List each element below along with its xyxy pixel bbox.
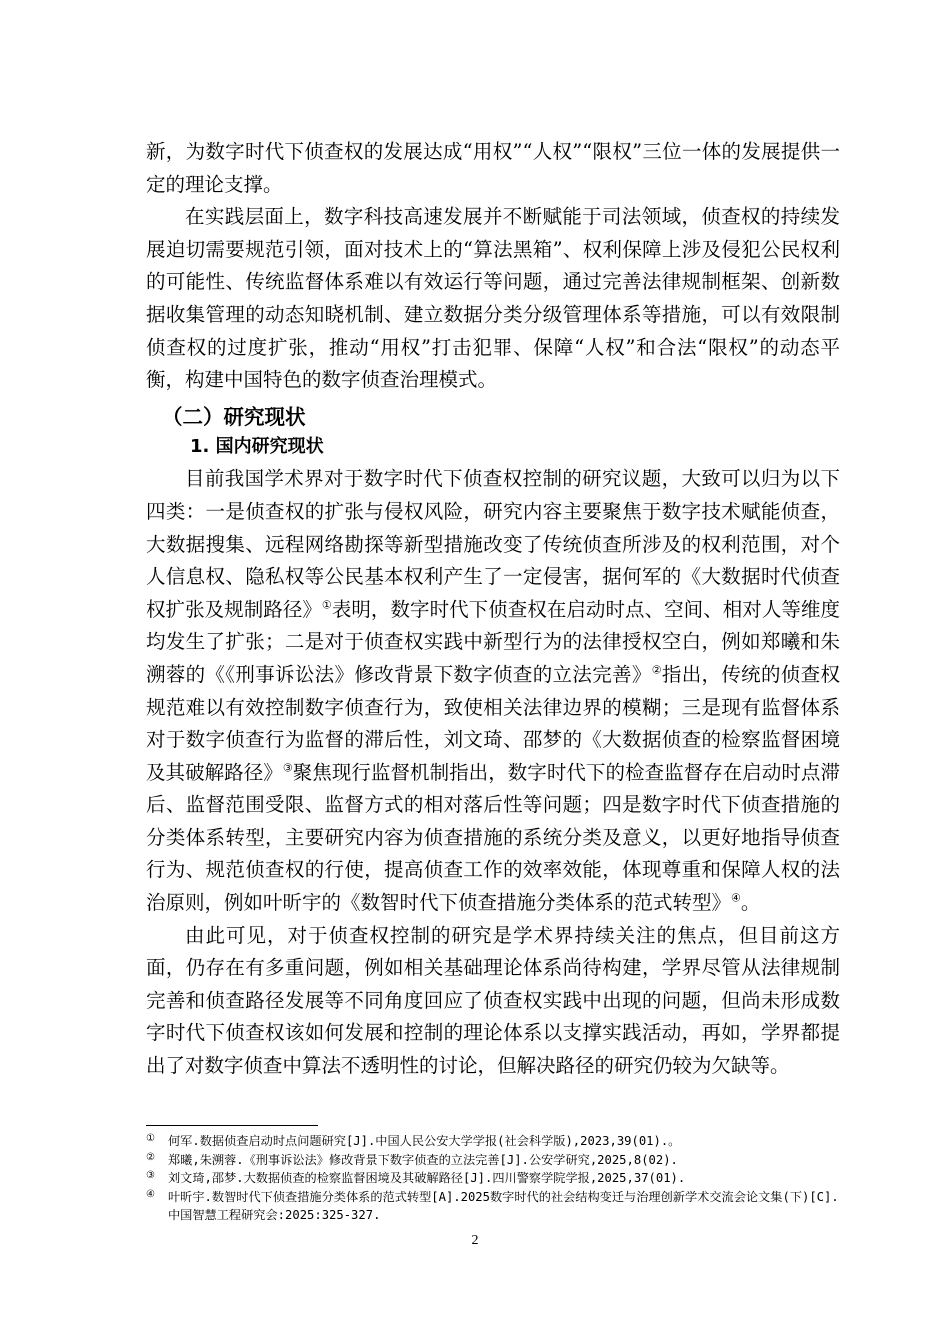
paragraph-text-part2: 表明，数字时代下侦查权在启动时点、空间、相对人等维度均发生了扩张；二是对于侦查权实践中新型行为的法律授权空白，例如郑曦和朱溯蓉的《《刑事诉讼法》修改背景下数字侦查的立法完善》 [146,597,840,686]
footnote-text: 何军.数据侦查启动时点问题研究[J].中国人民公安大学学报(社会科学版),2023,39(01).。 [168,1134,681,1148]
paragraph-text-part1: 目前我国学术界对于数字时代下侦查权控制的研究议题，大致可以归为以下四类：一是侦查权的扩张与侵权风险，研究内容主要聚焦于数字技术赋能侦查，大数据搜集、远程网络勘探等新型措施改变了传统侦查所涉及的权利范围，对个人信息权、隐私权等公民基本权利产生了一定侵害，据何军的《大数据时代侦查权扩张及规制路径》 [146,467,840,621]
footnote-ref-4[interactable]: ④ [731,891,741,905]
paragraph-practice: 在实践层面上，数字科技高速发展并不断赋能于司法领域，侦查权的持续发展迫切需要规范引领，面对技术上的“算法黑箱”、权利保障上涉及侵犯公民权利的可能性、传统监督体系难以有效运行等问题，通过完善法律规制框架、创新数据收集管理的动态知晓机制、建立数据分类分级管理体系等措施，可以有效限制侦查权的过度扩张，推动“用权”打击犯罪、保障“人权”和合法“限权”的动态平衡，构建中国特色的数字侦查治理模式。 [146,205,840,392]
paragraph-domestic-research [146,463,840,919]
footnote-2 [146,1151,840,1170]
footnote-3 [146,1169,840,1188]
footnote-marker: ② [146,1151,155,1163]
paragraph-text-part4: 聚焦现行监督机制指出，数字时代下的检查监督存在启动时点滞后、监督范围受限、监督方式的相对落后性等问题；四是数字时代下侦查措施的分类体系转型，主要研究内容为侦查措施的系统分类及意义，以更好地指导侦查行为、规范侦查权的行使，提高侦查工作的效率效能，体现尊重和保障人权的法治原则，例如叶昕宇的《数智时代下侦查措施分类体系的范式转型》 [146,760,840,915]
paragraph-text-part3: 指出，传统的侦查权规范难以有效控制数字侦查行为，致使相关法律边界的模糊；三是现有监督体系对于数字侦查行为监督的滞后性，刘文琦、邵梦的《大数据侦查的检察监督困境及其破解路径》 [146,662,840,784]
footnote-marker: ④ [146,1188,155,1200]
body-text [146,136,840,1083]
footnote-ref-2[interactable]: ② [651,663,662,677]
footnote-marker: ③ [146,1170,155,1181]
footnote-marker: ① [146,1133,155,1144]
footnote-ref-1[interactable]: ① [321,598,332,612]
paragraph-continuation: 新，为数字时代下侦查权的发展达成“用权”“人权”“限权”三位一体的发展提供一定的理论支撑。 [146,140,840,196]
subsection-heading: 1. 国内研究现状 [190,436,324,458]
footnote-ref-3[interactable]: ③ [282,761,293,775]
footnotes [146,1132,840,1225]
paragraph-text-part5: 。 [740,891,761,915]
footnote-text: 刘文琦,邵梦.大数据侦查的检察监督困境及其破解路径[J].四川警察学院学报,2025,37(01). [168,1171,686,1185]
footnote-4 [146,1188,840,1225]
footnote-separator [146,1125,318,1126]
footnote-text: 郑曦,朱溯蓉.《刑事诉讼法》修改背景下数字侦查的立法完善[J].公安学研究,2025,8(02). [168,1152,678,1167]
footnote-1 [146,1132,840,1151]
footnote-text: 叶昕宇.数智时代下侦查措施分类体系的范式转型[A].2025数字时代的社会结构变迁与治理创新学术交流会论文集(下)[C].中国智慧工程研究会:2025:325-327. [168,1189,839,1222]
paragraph-summary: 由此可见，对于侦查权控制的研究是学术界持续关注的焦点，但目前这方面，仍存在有多重问题，例如相关基础理论体系尚待构建，学界尽管从法律规制完善和侦查路径发展等不同角度回应了侦查权实践中出现的问题，但尚未形成数字时代下侦查权该如何发展和控制的理论体系以支撑实践活动，再如，学界都提出了对数字侦查中算法不透明性的讨论，但解决路径的研究仍较为欠缺等。 [146,923,840,1078]
section-heading: （二）研究现状 [162,404,306,429]
page-number: 2 [471,1233,479,1248]
